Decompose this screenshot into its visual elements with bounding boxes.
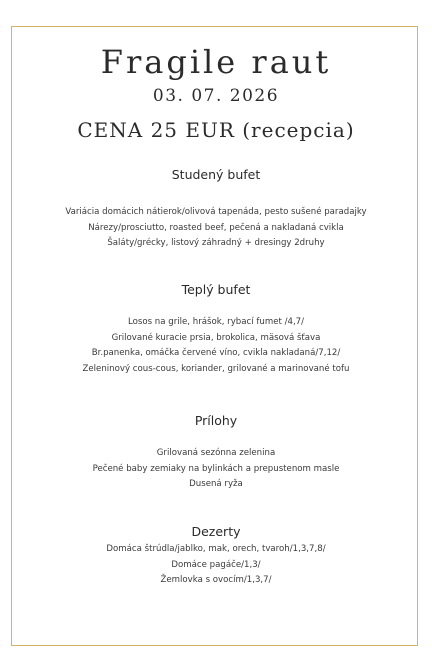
- section-heading-desserts: Dezerty: [191, 524, 241, 539]
- price-line: CENA 25 EUR (recepcia): [77, 118, 355, 142]
- list-item: Grilovaná sezónna zelenina: [156, 448, 276, 458]
- list-item: Domáca štrúdla/jablko, mak, orech, tvaroh/1,3,7,8/: [106, 544, 326, 554]
- section-items-cold-buffet: [0, 205, 432, 252]
- list-item: Zeleninový cous-cous, koriander, grilované a marinované tofu: [82, 363, 350, 374]
- section-items-hot-buffet: [0, 315, 432, 377]
- list-item: Nárezy/prosciutto, roasted beef, pečená a nakladaná cvikla: [88, 222, 344, 233]
- list-item: Dusená ryža: [189, 479, 243, 489]
- section-heading-hot-buffet: Teplý bufet: [181, 282, 251, 297]
- section-items-sides: [0, 446, 432, 493]
- section-items-desserts: [0, 542, 432, 589]
- list-item: Grilované kuracie prsia, brokolica, mäsová šťava: [111, 332, 321, 343]
- list-item: Žemlovka s ovocím/1,3,7/: [160, 575, 272, 585]
- section-heading-sides: Prílohy: [194, 413, 238, 428]
- list-item: Losos na grile, hrášok, rybací fumet /4,7/: [127, 317, 305, 327]
- section-heading-cold-buffet: Studený bufet: [171, 167, 261, 182]
- menu-title: Fragile raut: [100, 43, 332, 81]
- event-date: 03. 07. 2026: [152, 86, 280, 106]
- list-item: Domáce pagáče/1,3/: [171, 559, 261, 570]
- list-item: Br.panenka, omáčka červené víno, cvikla nakladaná/7,12/: [91, 348, 341, 358]
- list-item: Pečené baby zemiaky na bylinkách a prepustenom masle: [92, 463, 340, 474]
- list-item: Variácia domácich nátierok/olivová tapenáda, pesto sušené paradajky: [65, 207, 367, 217]
- list-item: Šaláty/grécky, listový záhradný + dresingy 2druhy: [107, 238, 325, 248]
